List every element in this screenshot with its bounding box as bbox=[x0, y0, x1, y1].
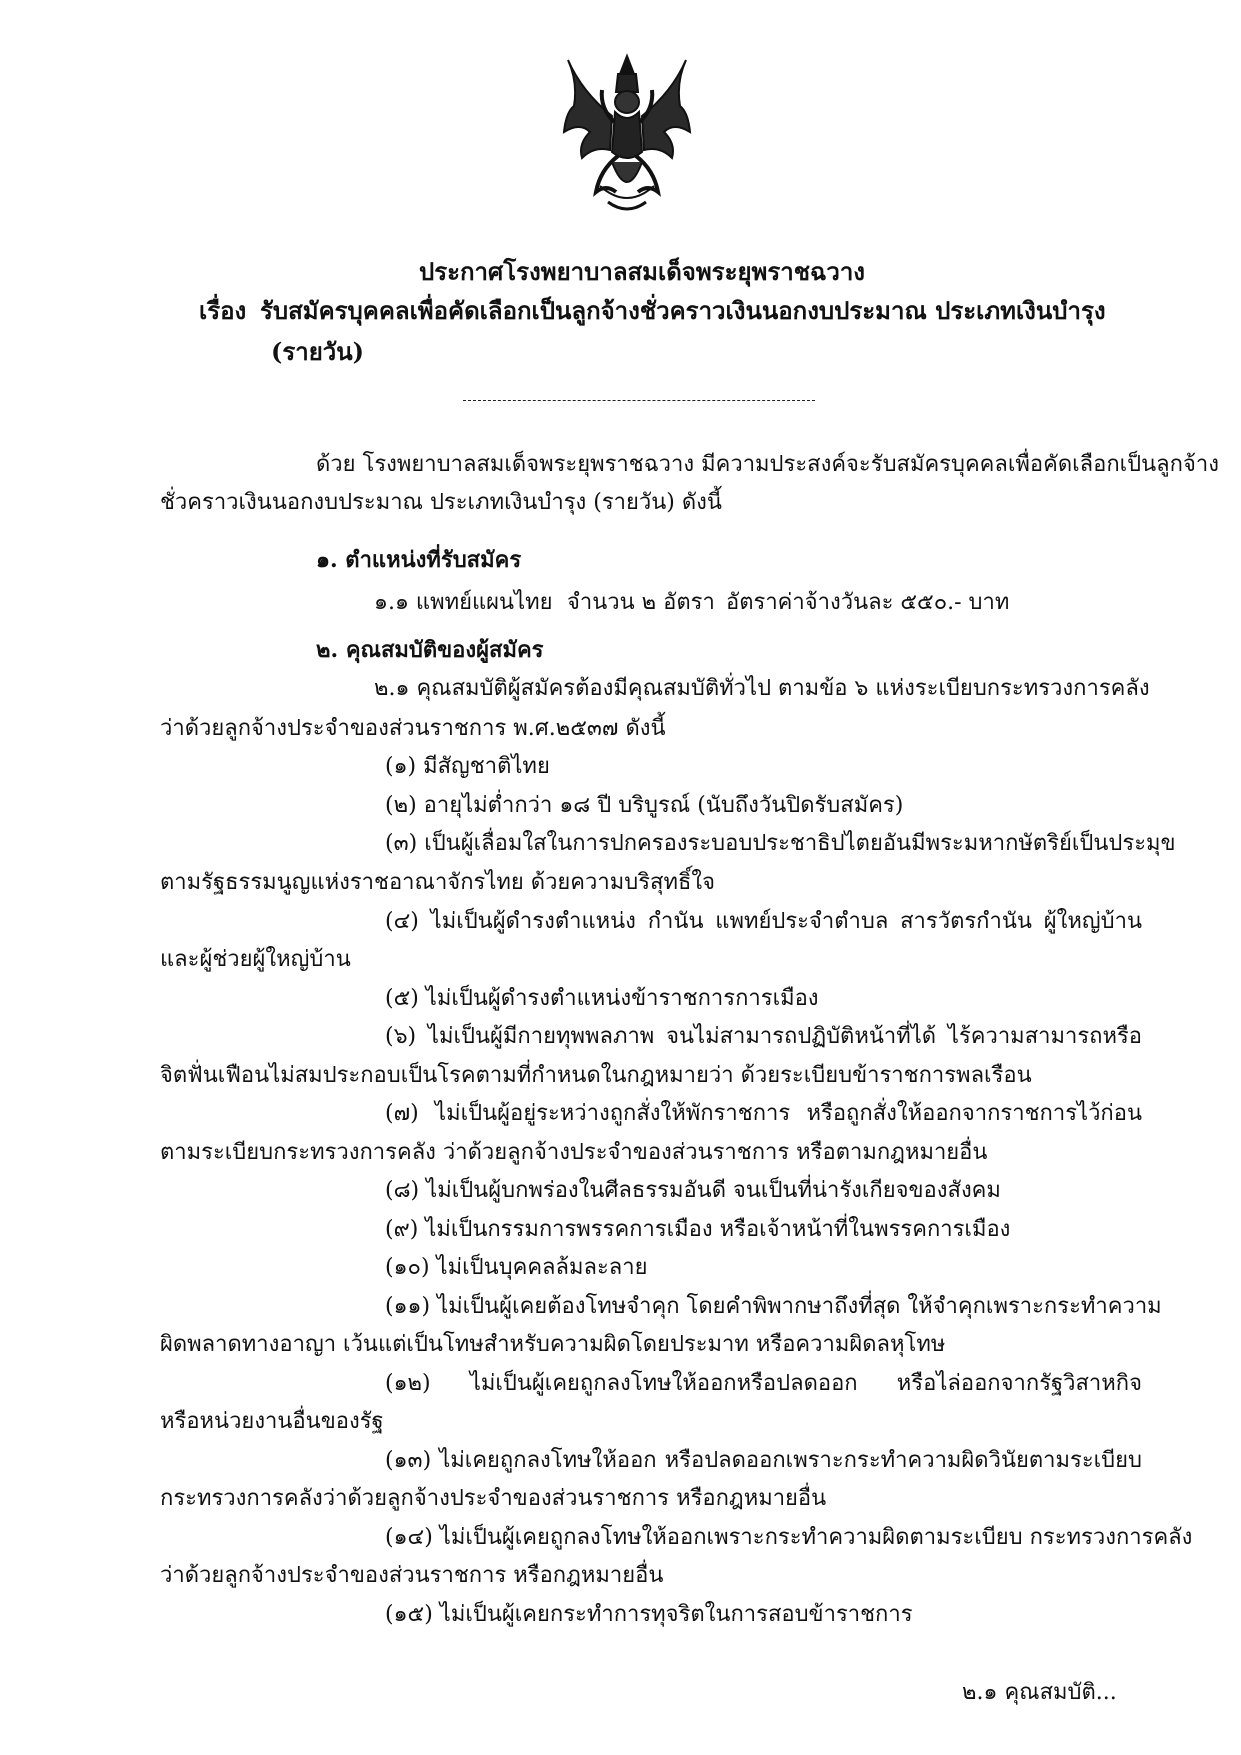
intro-line-2: ชั่วคราวเงินนอกงบประมาณ ประเภทเงินบำรุง (รายวัน) ดังนี้ bbox=[160, 490, 722, 515]
garuda-emblem bbox=[560, 52, 694, 216]
announcement-title: ประกาศโรงพยาบาลสมเด็จพระยุพราชฉวาง bbox=[419, 257, 866, 286]
qualification-item-14-cont: ว่าด้วยลูกจ้างประจำของส่วนราชการ หรือกฎหมายอื่น bbox=[160, 1563, 664, 1588]
position-count: จำนวน ๒ อัตรา bbox=[567, 590, 715, 615]
qualification-item-7-cont: ตามระเบียบกระทรวงการคลัง ว่าด้วยลูกจ้างประจำของส่วนราชการ หรือตามกฎหมายอื่น bbox=[160, 1140, 988, 1165]
page-continuation: ๒.๑ คุณสมบัติ... bbox=[962, 1680, 1117, 1705]
qualification-item-3-cont: ตามรัฐธรรมนูญแห่งราชอาณาจักรไทย ด้วยความบริสุทธิ์ใจ bbox=[160, 870, 716, 895]
qualification-item-6-cont: จิตฟั่นเฟือนไม่สมประกอบเป็นโรคตามที่กำหนดในกฎหมายว่า ด้วยระเบียบข้าราชการพลเรือน bbox=[160, 1063, 1032, 1088]
qualification-item-5: (๕) ไม่เป็นผู้ดำรงตำแหน่งข้าราชการการเมือง bbox=[385, 986, 819, 1011]
subject-line-2: (รายวัน) bbox=[271, 337, 365, 366]
qualification-item-11: (๑๑) ไม่เป็นผู้เคยต้องโทษจำคุก โดยคำพิพากษาถึงที่สุด ให้จำคุกเพราะกระทำความ bbox=[385, 1294, 1162, 1319]
position-name: ๑.๑ แพทย์แผนไทย bbox=[374, 590, 553, 615]
qualification-item-11-cont: ผิดพลาดทางอาญา เว้นแต่เป็นโทษสำหรับความผิดโดยประมาท หรือความผิดลหุโทษ bbox=[160, 1332, 946, 1357]
qualification-item-15: (๑๕) ไม่เป็นผู้เคยกระทำการทุจริตในการสอบข้าราชการ bbox=[385, 1602, 913, 1627]
qualification-item-14: (๑๔) ไม่เป็นผู้เคยถูกลงโทษให้ออกเพราะกระทำความผิดตามระเบียบ กระทรวงการคลัง bbox=[385, 1525, 1193, 1550]
qualification-item-6: (๖) ไม่เป็นผู้มีกายทุพพลภาพ จนไม่สามารถปฏิบัติหน้าที่ได้ ไร้ความสามารถหรือ bbox=[385, 1024, 1142, 1049]
qualification-item-1: (๑) มีสัญชาติไทย bbox=[385, 754, 550, 779]
qualification-item-10: (๑๐) ไม่เป็นบุคคลล้มละลาย bbox=[385, 1255, 648, 1280]
subject-line-1: รับสมัครบุคคลเพื่อคัดเลือกเป็นลูกจ้างชั่วคราวเงินนอกงบประมาณ ประเภทเงินบำรุง bbox=[260, 296, 1106, 325]
section2-heading: ๒. คุณสมบัติของผู้สมัคร bbox=[316, 637, 544, 663]
qualification-item-9: (๙) ไม่เป็นกรรมการพรรคการเมือง หรือเจ้าหน้าที่ในพรรคการเมือง bbox=[385, 1217, 1011, 1242]
subject-label: เรื่อง bbox=[199, 296, 247, 325]
position-wage: อัตราค่าจ้างวันละ ๕๕๐.- บาท bbox=[726, 590, 1010, 615]
qualification-item-12: (๑๒) ไม่เป็นผู้เคยถูกลงโทษให้ออกหรือปลดออก หรือไล่ออกจากรัฐวิสาหกิจ bbox=[385, 1371, 1142, 1396]
qualification-intro-2: ว่าด้วยลูกจ้างประจำของส่วนราชการ พ.ศ.๒๕๓๗ ดังนี้ bbox=[160, 716, 666, 741]
title-divider bbox=[463, 400, 815, 401]
qualification-item-3: (๓) เป็นผู้เลื่อมใสในการปกครองระบอบประชาธิปไตยอันมีพระมหากษัตริย์เป็นประมุข bbox=[385, 831, 1176, 856]
qualification-item-8: (๘) ไม่เป็นผู้บกพร่องในศีลธรรมอันดี จนเป็นที่น่ารังเกียจของสังคม bbox=[385, 1178, 1001, 1203]
qualification-item-7: (๗) ไม่เป็นผู้อยู่ระหว่างถูกสั่งให้พักราชการ หรือถูกสั่งให้ออกจากราชการไว้ก่อน bbox=[385, 1101, 1142, 1126]
qualification-item-13-cont: กระทรวงการคลังว่าด้วยลูกจ้างประจำของส่วนราชการ หรือกฎหมายอื่น bbox=[160, 1486, 827, 1511]
qualification-item-13: (๑๓) ไม่เคยถูกลงโทษให้ออก หรือปลดออกเพราะกระทำความผิดวินัยตามระเบียบ bbox=[385, 1448, 1142, 1473]
section1-heading: ๑. ตำแหน่งที่รับสมัคร bbox=[316, 547, 522, 573]
qualification-item-2: (๒) อายุไม่ต่ำกว่า ๑๘ ปี บริบูรณ์ (นับถึงวันปิดรับสมัคร) bbox=[385, 793, 904, 818]
intro-line-1: ด้วย โรงพยาบาลสมเด็จพระยุพราชฉวาง มีความประสงค์จะรับสมัครบุคคลเพื่อคัดเลือกเป็นลูกจ้าง bbox=[316, 452, 1219, 477]
qualification-item-4: (๔) ไม่เป็นผู้ดำรงตำแหน่ง กำนัน แพทย์ประจำตำบล สารวัตรกำนัน ผู้ใหญ่บ้าน bbox=[385, 909, 1142, 934]
qualification-item-12-cont: หรือหน่วยงานอื่นของรัฐ bbox=[160, 1409, 384, 1434]
qualification-item-4-cont: และผู้ช่วยผู้ใหญ่บ้าน bbox=[160, 947, 351, 972]
qualification-intro-1: ๒.๑ คุณสมบัติผู้สมัครต้องมีคุณสมบัติทั่วไป ตามข้อ ๖ แห่งระเบียบกระทรวงการคลัง bbox=[374, 676, 1150, 701]
